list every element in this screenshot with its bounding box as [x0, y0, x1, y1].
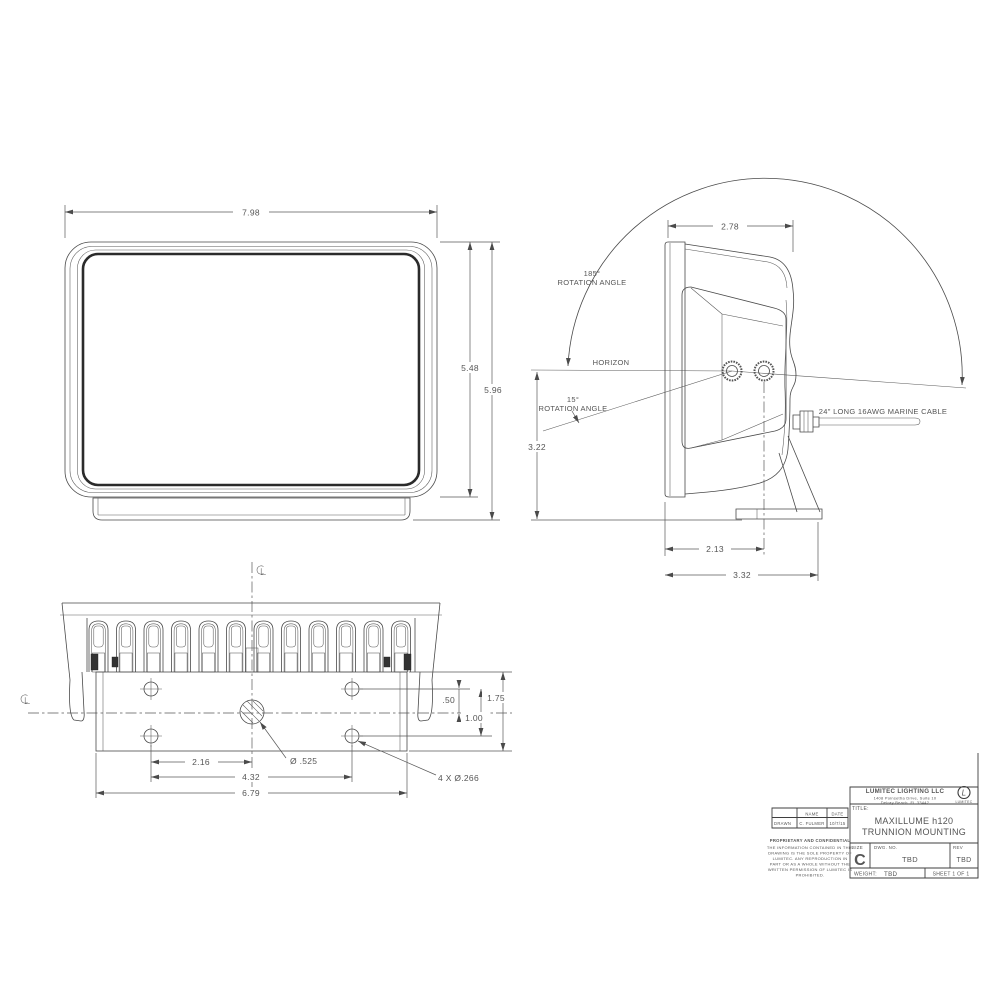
lumitec-logo-icon: [956, 787, 973, 805]
proprietary-heading: PROPRIETARY AND CONFIDENTIAL: [769, 838, 851, 843]
svg-text:L: L: [961, 788, 967, 798]
bottom-view: [21, 562, 512, 798]
size-label: SIZE: [852, 845, 863, 850]
logo-text: LUMITEC: [955, 800, 973, 805]
dim-plate-height: 1.75: [487, 693, 505, 703]
drawing-title-1: MAXILLUME h120: [874, 816, 954, 826]
clamp-screw: [404, 654, 411, 670]
col-date: DATE: [831, 811, 844, 817]
label-angle-major-caption: ROTATION ANGLE: [557, 278, 627, 287]
side-view: [521, 178, 966, 581]
title-label: TITLE:: [852, 806, 869, 812]
drawn-label: DRAWN: [774, 821, 792, 826]
mount-holes: [140, 678, 363, 747]
centerline-icon: [257, 566, 266, 575]
lens-outline: [83, 254, 419, 485]
proprietary-line: LUMITEC. ANY REPRODUCTION IN: [772, 856, 848, 861]
dim-hole-offset: .50: [442, 695, 455, 705]
label-cable: 24" LONG 16AWG MARINE CABLE: [818, 407, 948, 416]
col-name: NAME: [805, 811, 819, 817]
company-address-1: 1408 Poinsettia Drive, Suite 10: [873, 795, 937, 801]
label-angle-minor: 15°: [566, 395, 580, 404]
front-base: [93, 498, 410, 520]
clamp-screw: [91, 654, 98, 670]
rev-label: REV: [953, 845, 963, 850]
weight-value: TBD: [884, 871, 898, 878]
rev-value: TBD: [956, 857, 972, 864]
label-angle-major: 185°: [583, 269, 601, 278]
proprietary-line: PROHIBITED.: [795, 872, 825, 878]
dim-side-height-axis: 3.22: [528, 442, 546, 452]
weight-label: WEIGHT:: [854, 871, 877, 878]
proprietary-line: THE INFORMATION CONTAINED IN THIS: [766, 845, 854, 850]
dim-side-base: 3.32: [733, 570, 751, 580]
rotation-arc: [568, 178, 962, 385]
front-view: [65, 205, 508, 520]
drawn-name: C. FULMER: [799, 821, 825, 826]
dwg-no-value: TBD: [902, 855, 918, 864]
proprietary-line: DRAWING IS THE SOLE PROPERTY OF: [768, 850, 852, 856]
company-name: LUMITEC LIGHTING LLC: [865, 788, 945, 795]
dim-overall-width: 6.79: [242, 788, 260, 798]
dim-hole-spacing: 4.32: [242, 772, 260, 782]
label-angle-minor-caption: ROTATION ANGLE: [538, 404, 608, 413]
proprietary-line: WRITTEN PERMISSION OF LUMITEC IS: [767, 867, 853, 872]
sheet-label: SHEET 1 OF 1: [932, 871, 970, 878]
dim-side-depth: 2.78: [721, 221, 739, 232]
callout-center-hole: Ø .525: [290, 756, 318, 766]
clamp-screw: [384, 657, 390, 667]
dim-front-height-lens: 5.48: [461, 363, 479, 373]
size-value: C: [854, 852, 866, 869]
drawing-title-2: TRUNNION MOUNTING: [861, 827, 967, 837]
dim-hole-rows: 1.00: [465, 713, 483, 723]
dim-hole-to-center: 2.16: [192, 757, 210, 767]
callout-mount-holes: 4 X Ø.266: [438, 773, 479, 783]
clamp-screw: [112, 657, 118, 667]
dim-front-height-overall: 5.96: [484, 385, 502, 395]
company-address-2: Delray Beach, FL 33442: [880, 799, 930, 805]
dim-side-bracket: 2.13: [706, 544, 724, 554]
dwg-no-label: DWG. NO.: [874, 845, 898, 850]
proprietary-line: PART OR AS A WHOLE WITHOUT THE: [769, 861, 851, 867]
trunnion-knob-right: [755, 362, 774, 381]
centerline-icon: [21, 695, 30, 704]
label-horizon: HORIZON: [592, 358, 630, 367]
drawn-date: 10/7/15: [829, 821, 846, 826]
dim-front-width: 7.98: [242, 207, 260, 218]
title-block: [767, 753, 978, 878]
